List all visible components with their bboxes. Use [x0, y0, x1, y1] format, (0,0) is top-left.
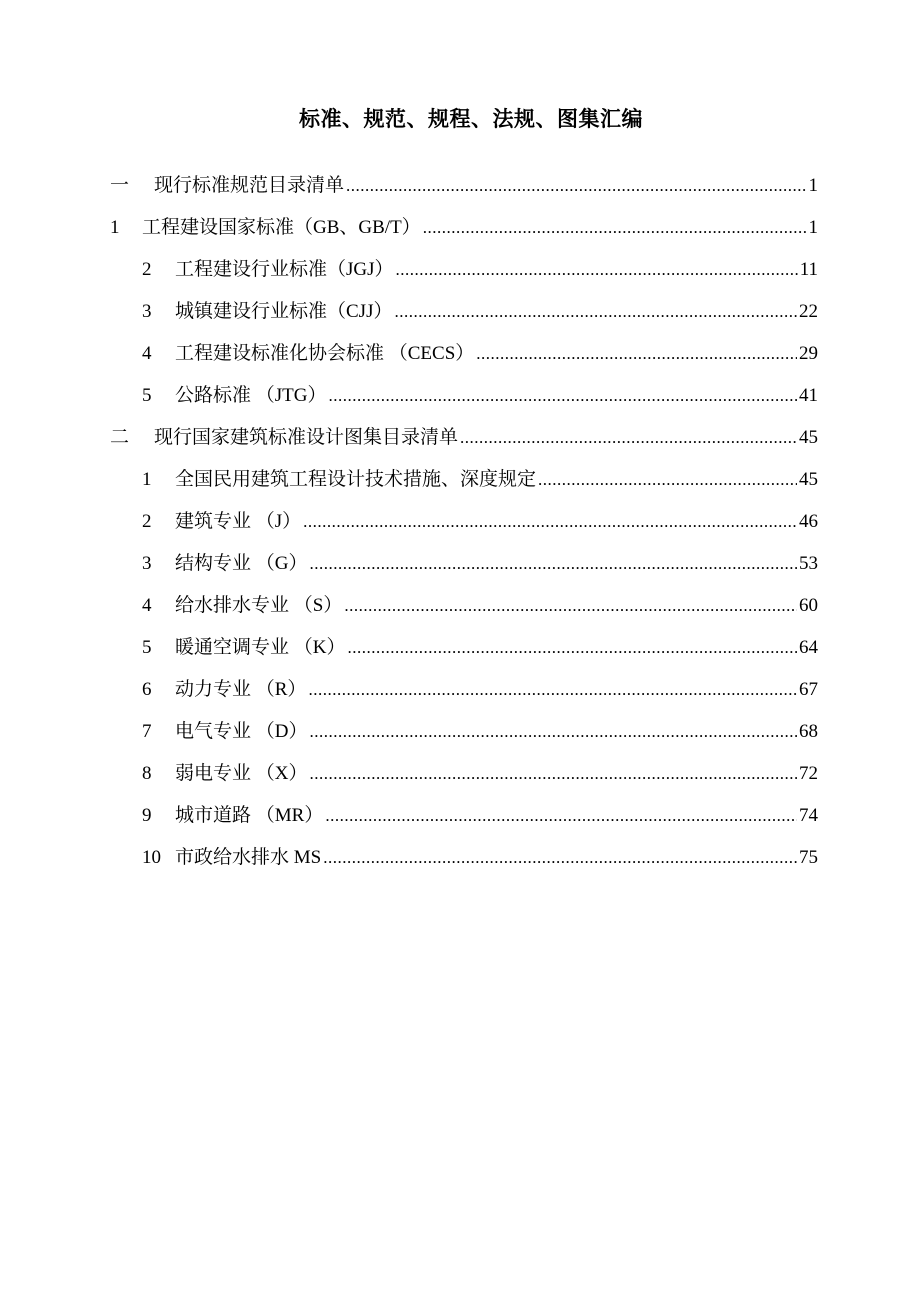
toc-entry-page: 29 — [799, 343, 818, 364]
toc-entry-number: 4 — [142, 595, 152, 616]
toc-entry-page: 11 — [799, 259, 818, 280]
toc-entry-label: 电气专业 （D） — [175, 721, 308, 742]
toc-entry-label: 结构专业 （G） — [175, 553, 308, 574]
toc-entry-label: 工程建设标准化协会标准 （CECS） — [175, 343, 475, 364]
toc-entry-page: 45 — [799, 427, 818, 448]
toc-entry-number: 二 — [110, 427, 130, 448]
toc-entry-number: 6 — [142, 679, 152, 700]
toc-entry-label: 公路标准 （JTG） — [175, 385, 327, 406]
toc-entry-number: 1 — [142, 469, 152, 490]
toc-entry-page: 72 — [799, 763, 818, 784]
toc-dot-leader — [309, 759, 797, 789]
toc-entry-label: 工程建设行业标准（JGJ） — [175, 259, 394, 280]
toc-entry-number: 5 — [142, 637, 152, 658]
toc-entry[interactable] — [110, 423, 818, 453]
toc-entry-page: 22 — [799, 301, 818, 322]
toc-entry-number: 2 — [142, 511, 152, 532]
toc-dot-leader — [476, 339, 797, 369]
toc-entry-page: 68 — [799, 721, 818, 742]
toc-entry-page: 64 — [799, 637, 818, 658]
toc-dot-leader — [303, 507, 797, 537]
toc-entry[interactable] — [142, 549, 818, 579]
toc-entry[interactable] — [142, 591, 818, 621]
toc-entry[interactable] — [142, 633, 818, 663]
toc-dot-leader — [344, 591, 797, 621]
toc-entry-page: 41 — [799, 385, 818, 406]
toc-entry-page: 1 — [808, 217, 818, 238]
toc-entry-label: 市政给水排水 MS — [175, 847, 322, 868]
toc-entry-number: 10 — [142, 847, 161, 868]
toc-entry-page: 60 — [799, 595, 818, 616]
toc-entry[interactable] — [142, 465, 818, 495]
toc-entry[interactable] — [142, 843, 818, 873]
toc-entry-label: 暖通空调专业 （K） — [175, 637, 346, 658]
toc-dot-leader — [323, 843, 797, 873]
toc-entry-number: 9 — [142, 805, 152, 826]
toc-entry-number: 8 — [142, 763, 152, 784]
toc-dot-leader — [308, 675, 797, 705]
toc-entry-number: 3 — [142, 553, 152, 574]
toc-entry-page: 45 — [799, 469, 818, 490]
toc-entry[interactable] — [142, 339, 818, 369]
toc-entry[interactable] — [110, 171, 818, 201]
toc-entry[interactable] — [142, 255, 818, 285]
toc-entry-number: 1 — [110, 217, 120, 238]
toc-entry[interactable] — [142, 297, 818, 327]
toc-dot-leader — [347, 633, 797, 663]
toc-entry-page: 75 — [799, 847, 818, 868]
toc-entry[interactable] — [142, 801, 818, 831]
toc-entry-page: 53 — [799, 553, 818, 574]
toc-entry-page: 67 — [799, 679, 818, 700]
toc-entry-number: 一 — [110, 175, 130, 196]
toc-entry[interactable] — [142, 759, 818, 789]
toc-dot-leader — [538, 465, 797, 495]
toc-entry[interactable] — [142, 717, 818, 747]
toc-entry-label: 建筑专业 （J） — [175, 511, 302, 532]
toc-entry-label: 现行国家建筑标准设计图集目录清单 — [154, 427, 459, 448]
toc-dot-leader — [346, 171, 806, 201]
toc-entry[interactable] — [110, 213, 818, 243]
toc-dot-leader — [328, 381, 797, 411]
toc-dot-leader — [309, 549, 797, 579]
toc-entry-label: 动力专业 （R） — [175, 679, 307, 700]
toc-entry-label: 给水排水专业 （S） — [175, 595, 343, 616]
toc-entry-number: 5 — [142, 385, 152, 406]
toc-entry-number: 2 — [142, 259, 152, 280]
toc-entry-number: 7 — [142, 721, 152, 742]
toc-entry-page: 74 — [799, 805, 818, 826]
toc-entry[interactable] — [142, 507, 818, 537]
toc-dot-leader — [460, 423, 797, 453]
toc-dot-leader — [396, 255, 798, 285]
toc-entry-page: 46 — [799, 511, 818, 532]
toc-dot-leader — [394, 297, 797, 327]
toc-entry[interactable] — [142, 381, 818, 411]
toc-entry-number: 3 — [142, 301, 152, 322]
toc-entry-label: 现行标准规范目录清单 — [154, 175, 345, 196]
toc-entry-number: 4 — [142, 343, 152, 364]
toc-entry-label: 全国民用建筑工程设计技术措施、深度规定 — [175, 469, 537, 490]
toc-entry-label: 城市道路 （MR） — [175, 805, 324, 826]
toc-dot-leader — [309, 717, 797, 747]
toc-entry[interactable] — [142, 675, 818, 705]
toc-entry-label: 工程建设国家标准（GB、GB/T） — [142, 217, 421, 238]
toc-entry-label: 弱电专业 （X） — [175, 763, 308, 784]
toc-dot-leader — [325, 801, 797, 831]
page-title: 标准、规范、规程、法规、图集汇编 — [299, 107, 643, 131]
toc-entry-page: 1 — [808, 175, 818, 196]
toc-dot-leader — [423, 213, 807, 243]
toc-entry-label: 城镇建设行业标准（CJJ） — [175, 301, 393, 322]
